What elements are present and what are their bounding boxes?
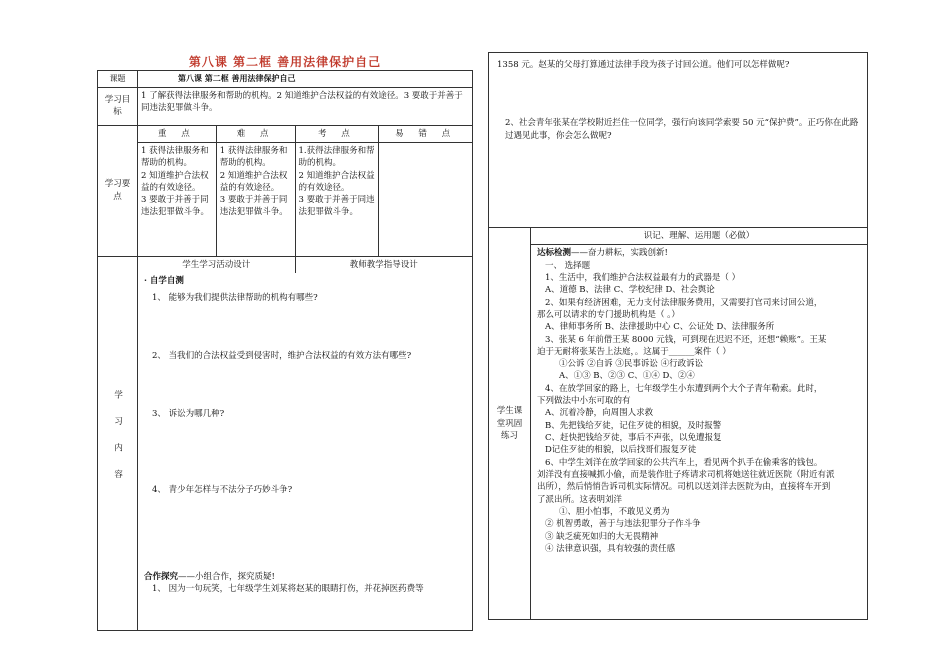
design-student: 学生学习活动设计: [137, 256, 295, 273]
zixue-q4: 4、 青少年怎样与不法分子巧妙斗争?: [151, 485, 293, 496]
right-top-content: [489, 53, 868, 228]
zhong-item: 3 要敢于并善于同违法犯罪做斗争。: [140, 195, 209, 218]
q-line: 了派出所。这表明刘洋: [536, 494, 622, 505]
q-line: A、沉着冷静，向周围人求救: [544, 408, 654, 419]
yicuo-cell: [379, 142, 473, 256]
nan-item: 3 要敢于并善于同违法犯罪做斗争。: [219, 195, 288, 218]
goals-label: 学习目标: [98, 87, 138, 125]
zixue-q1: 1、 能够为我们提供法律帮助的机构有哪些?: [151, 292, 318, 303]
zhong-cell: [137, 142, 216, 256]
case2: 2、社会青年张某在学校附近拦住一位同学，强行向该同学索要 50 元“保护费”。正巧你在此路过遇见此事，你会怎么做呢?: [505, 118, 859, 141]
practice-label: 学生课堂巩固练习: [496, 406, 523, 441]
q-line: ④ 法律意识强，具有较强的责任感: [544, 543, 676, 554]
topic-value: 第八课 第二框 善用法律保护自己: [137, 71, 472, 88]
zixue-heading: · 自学自测: [143, 276, 184, 287]
hezuo-q1: 1、 因为一句玩笑，七年级学生刘某将赵某的眼睛打伤，并花掉医药费等: [151, 584, 424, 595]
practice-label-cell: [489, 228, 531, 620]
q-line: 6、中学生刘洋在放学回家的公共汽车上，看见两个扒手在偷乘客的钱包。: [544, 457, 823, 468]
header-kao: 考 点: [295, 125, 379, 142]
q-line: ①、胆小怕事，不敢见义勇为: [558, 506, 670, 517]
q-line: B、先把钱给歹徒，记住歹徒的相貌，及时报警: [544, 420, 722, 431]
kao-item: 2 知道维护合法权益的有效途径。: [298, 170, 375, 193]
zixue-q3: 3、 诉讼为哪几种?: [151, 409, 225, 420]
q-line: C、赶快把钱给歹徒，事后不声张，以免遭报复: [544, 433, 722, 443]
q-line: A、①③ B、②③ C、①④ D、②④: [558, 371, 695, 382]
nan-cell: [216, 142, 295, 256]
kao-item: 1.获得法律服务和帮助的机构。: [298, 145, 375, 169]
q-line: 2、如果有经济困难，无力支付法律服务费用，又需要打官司来讨回公道，: [544, 297, 823, 308]
topic-label: 课题: [98, 71, 138, 88]
q-line: ② 机智勇敢，善于与违法犯罪分子作斗争: [544, 519, 701, 530]
header-zhong: 重 点: [137, 125, 216, 142]
q-line: 4、在放学回家的路上，七年级学生小东遭到两个大个子青年勒索。此时，: [544, 383, 823, 394]
q-line: 刘洋没有直接喊抓小偷，而是装作肚子疼请求司机将她送往就近医院（附近有派: [536, 469, 835, 480]
zhong-item: 2 知道维护合法权益的有效途径。: [140, 170, 209, 193]
left-table: [97, 70, 473, 631]
left-content: [137, 273, 472, 630]
header-yicuo: 易 错 点: [379, 125, 473, 142]
header-nan: 难 点: [216, 125, 295, 142]
q-line: 下列做法中小东可取的有: [536, 396, 631, 407]
page-title: 第八课 第二框 善用法律保护自己: [188, 55, 382, 69]
q-line: ③ 缺乏疵死如归的大无畏精神: [544, 531, 659, 542]
q-line: 那么可以请求的专门援助机构是（ 。）: [536, 309, 680, 320]
practice-title: 识记、理解、运用题（必做）: [530, 228, 867, 245]
side-label-cell: [98, 256, 138, 630]
case1-cont: 1358 元。赵某的父母打算通过法律手段为孩子讨回公道。他们可以怎样做呢?: [497, 60, 790, 70]
kao-cell: [295, 142, 379, 256]
right-table: [488, 52, 868, 620]
practice-content: [530, 245, 867, 620]
q-line: D记住歹徒的相貌，以后找哥们报复歹徒: [544, 445, 697, 456]
q-line: A、道德 B、法律 C、学校纪律 D、社会舆论: [544, 285, 715, 296]
dabiao-heading: 达标检测——奋力耕耘，实践创新!: [536, 248, 668, 259]
section-1: 一、 选择题: [544, 260, 591, 271]
q-line: 出所），然后悄悄告诉司机实际情况。司机以送刘洋去医院为由，直接将车开到: [536, 482, 831, 493]
kao-item: 3 要敢于并善于同违法犯罪做斗争。: [298, 195, 375, 218]
design-teacher: 教师教学指导设计: [295, 256, 473, 273]
q-line: A、律师事务所 B、法律援助中心 C、公证处 D、法律服务所: [544, 322, 775, 333]
side-label: 学习内容: [112, 390, 123, 497]
zhong-item: 1 获得法律服务和帮助的机构。: [140, 145, 209, 169]
q-line: 迫于无耐将张某告上法庭，。这属于______案件（ ）: [536, 346, 731, 357]
zixue-q2: 2、 当我们的合法权益受到侵害时，维护合法权益的有效方法有哪些?: [151, 350, 412, 361]
hezuo-heading: 合作探究——小组合作，探究质疑!: [143, 571, 275, 582]
nan-item: 2 知道维护合法权益的有效途径。: [219, 170, 288, 193]
goals-text: 1 了解获得法律服务和帮助的机构。2 知道维护合法权益的有效途径。3 要敢于并善于同违法犯罪做斗争。: [137, 87, 472, 125]
q-line: 1、生活中，我们维护合法权益最有力的武器是（ ）: [544, 272, 741, 283]
q-line: ①公诉 ②自诉 ③民事诉讼 ④行政诉讼: [558, 359, 704, 370]
q-line: 3、张某 6 年前借王某 8000 元钱，可到现在迟迟不还，还想“赖账”。王某: [544, 334, 827, 345]
points-label: 学习要点: [98, 125, 138, 256]
nan-item: 1 获得法律服务和帮助的机构。: [219, 145, 288, 169]
